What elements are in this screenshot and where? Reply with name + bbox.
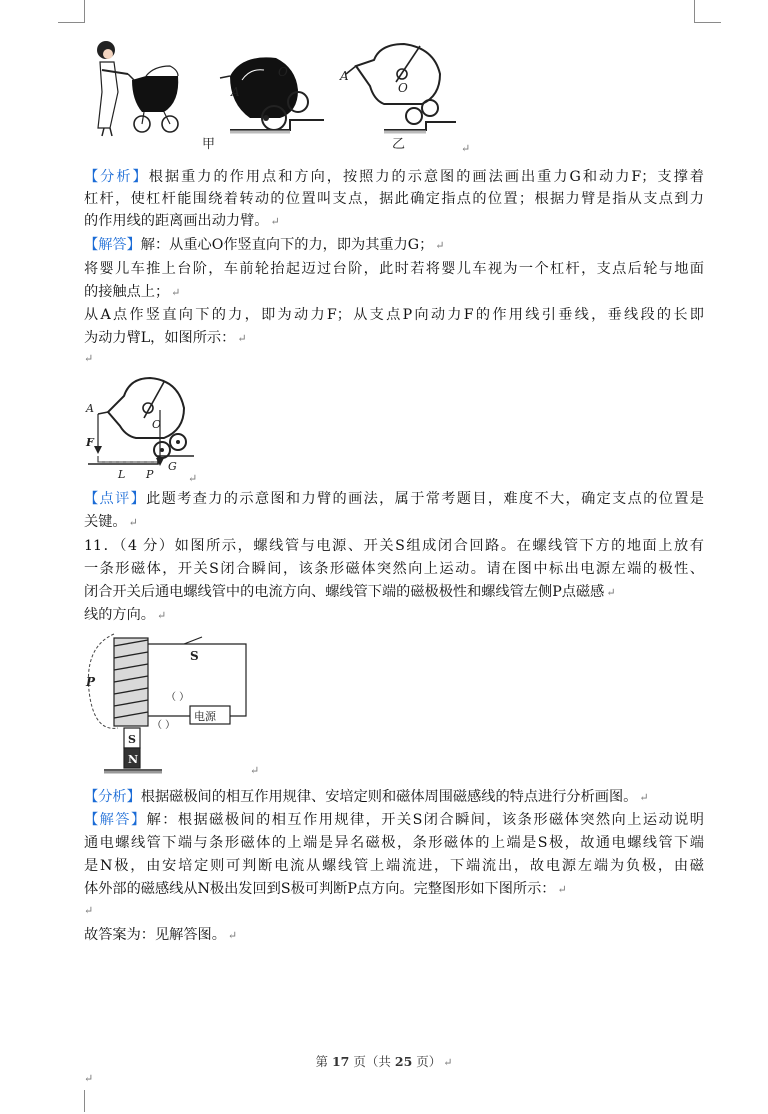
analysis1-line1: 【分析】根据重力的作用点和方向，按照力的示意图的画法画出重力G和动力F；支撑着 bbox=[84, 169, 704, 185]
answer1-line4: 从A点作竖直向下的力，即为动力F；从支点P向动力F的作用线引垂线，垂线段的长即 bbox=[84, 307, 704, 323]
crop-mark-bottom-left bbox=[58, 1090, 85, 1112]
figure-stroller-lever-answer bbox=[84, 370, 204, 482]
label-N-magnet: N bbox=[128, 753, 139, 766]
label-paren-power: （ ） bbox=[166, 692, 190, 703]
woman-pushing-stroller bbox=[97, 41, 178, 136]
question11-line3: 闭合开关后通电螺线管中的电流方向、螺线管下端的磁极极性和螺线管左侧P点磁感 ↵ bbox=[84, 584, 616, 600]
label-A-yi: A bbox=[340, 69, 349, 83]
return-mark: ↵ bbox=[250, 764, 260, 777]
analysis2-tag: 【分析】 bbox=[84, 789, 141, 805]
label-power-source: 电源 bbox=[194, 710, 216, 723]
label-P: P bbox=[146, 468, 154, 481]
return-mark: ↵ bbox=[84, 1072, 94, 1085]
crop-mark-top-right bbox=[694, 0, 721, 23]
label-F: F bbox=[86, 436, 94, 449]
answer2-line3: 是N极，由安培定则可判断电流从螺线管上端流进，下端流出，故电源左端为负极，由磁 bbox=[84, 858, 704, 874]
analysis2-line1: 【分析】根据磁极间的相互作用规律、安培定则和磁体周围磁感线的特点进行分析画图。 ↵ bbox=[84, 789, 649, 805]
analysis1-tag: 【分析】 bbox=[84, 169, 149, 185]
answer2-line6: 故答案为：见解答图。 ↵ bbox=[84, 927, 238, 943]
question11-line2: 一条形磁体，开关S闭合瞬间，该条形磁体突然向上运动。请在图中标出电源左端的极性、 bbox=[84, 561, 704, 577]
label-jia: 甲 bbox=[202, 137, 216, 152]
return-mark: ↵ bbox=[84, 904, 94, 917]
answer2-tag: 【解答】 bbox=[84, 812, 147, 828]
return-mark: ↵ bbox=[461, 142, 471, 155]
page-footer: 第 17 页（共 25 页） ↵ bbox=[315, 1054, 453, 1069]
answer1-line5: 为动力臂L，如图所示： ↵ bbox=[84, 330, 247, 346]
answer1-line2: 将婴儿车推上台阶，车前轮抬起迈过台阶，此时若将婴儿车视为一个杠杆，支点后轮与地面 bbox=[84, 261, 704, 277]
label-G: G bbox=[168, 460, 177, 473]
label-O-yi: O bbox=[398, 81, 408, 95]
figure-stroller-jia-yi bbox=[84, 30, 474, 154]
analysis1-line3: 的作用线的距离画出动力臂。 ↵ bbox=[84, 213, 280, 229]
answer1-tag: 【解答】 bbox=[84, 237, 141, 253]
return-mark: ↵ bbox=[84, 352, 94, 365]
label-L: L bbox=[118, 468, 126, 481]
label-S-magnet: S bbox=[128, 733, 136, 746]
review1-line2: 关键。 ↵ bbox=[84, 514, 138, 530]
review1-line1: 【点评】此题考查力的示意图和力臂的画法，属于常考题目，难度不大，确定支点的位置是 bbox=[84, 491, 704, 507]
answer2-line4: 体外部的磁感线从N极出发回到S极可判断P点方向。完整图形如下图所示： ↵ bbox=[84, 881, 567, 897]
return-mark: ↵ bbox=[188, 472, 198, 485]
label-S-switch: S bbox=[190, 649, 199, 663]
answer1-line3: 的接触点上； ↵ bbox=[84, 284, 181, 300]
label-O-jia: O bbox=[278, 65, 288, 79]
label-O: O bbox=[152, 418, 162, 431]
label-paren-solenoid: （ ） bbox=[152, 720, 176, 731]
label-P: P bbox=[86, 675, 96, 689]
label-A: A bbox=[86, 402, 94, 415]
current-page: 17 bbox=[331, 1054, 350, 1069]
review1-tag: 【点评】 bbox=[84, 491, 147, 507]
label-A-jia: A bbox=[231, 85, 240, 99]
answer2-line2: 通电螺线管下端与条形磁体的上端是异名磁极，条形磁体的上端是S极，故通电螺线管下端 bbox=[84, 835, 704, 851]
label-yi: 乙 bbox=[392, 137, 406, 152]
stroller-yi bbox=[339, 44, 456, 132]
answer2-line1: 【解答】解：根据磁极间的相互作用规律，开关S闭合瞬间，该条形磁体突然向上运动说明 bbox=[84, 812, 704, 828]
total-pages: 25 bbox=[394, 1054, 413, 1069]
crop-mark-top-left bbox=[58, 0, 85, 23]
analysis1-line2: 杠杆，使杠杆能围绕着转动的位置叫支点，据此确定指点的位置；根据力臂是指从支点到力 bbox=[84, 191, 704, 207]
question11-line1: 11．（4 分）如图所示，螺线管与电源、开关S组成闭合回路。在螺线管下方的地面上放有 bbox=[84, 538, 704, 554]
figure-solenoid-circuit bbox=[84, 628, 254, 778]
answer1-line1: 【解答】解：从重心O作竖直向下的力，即为其重力G； ↵ bbox=[84, 237, 445, 253]
question11-line4: 线的方向。 ↵ bbox=[84, 607, 167, 623]
stroller-jia bbox=[220, 57, 324, 132]
